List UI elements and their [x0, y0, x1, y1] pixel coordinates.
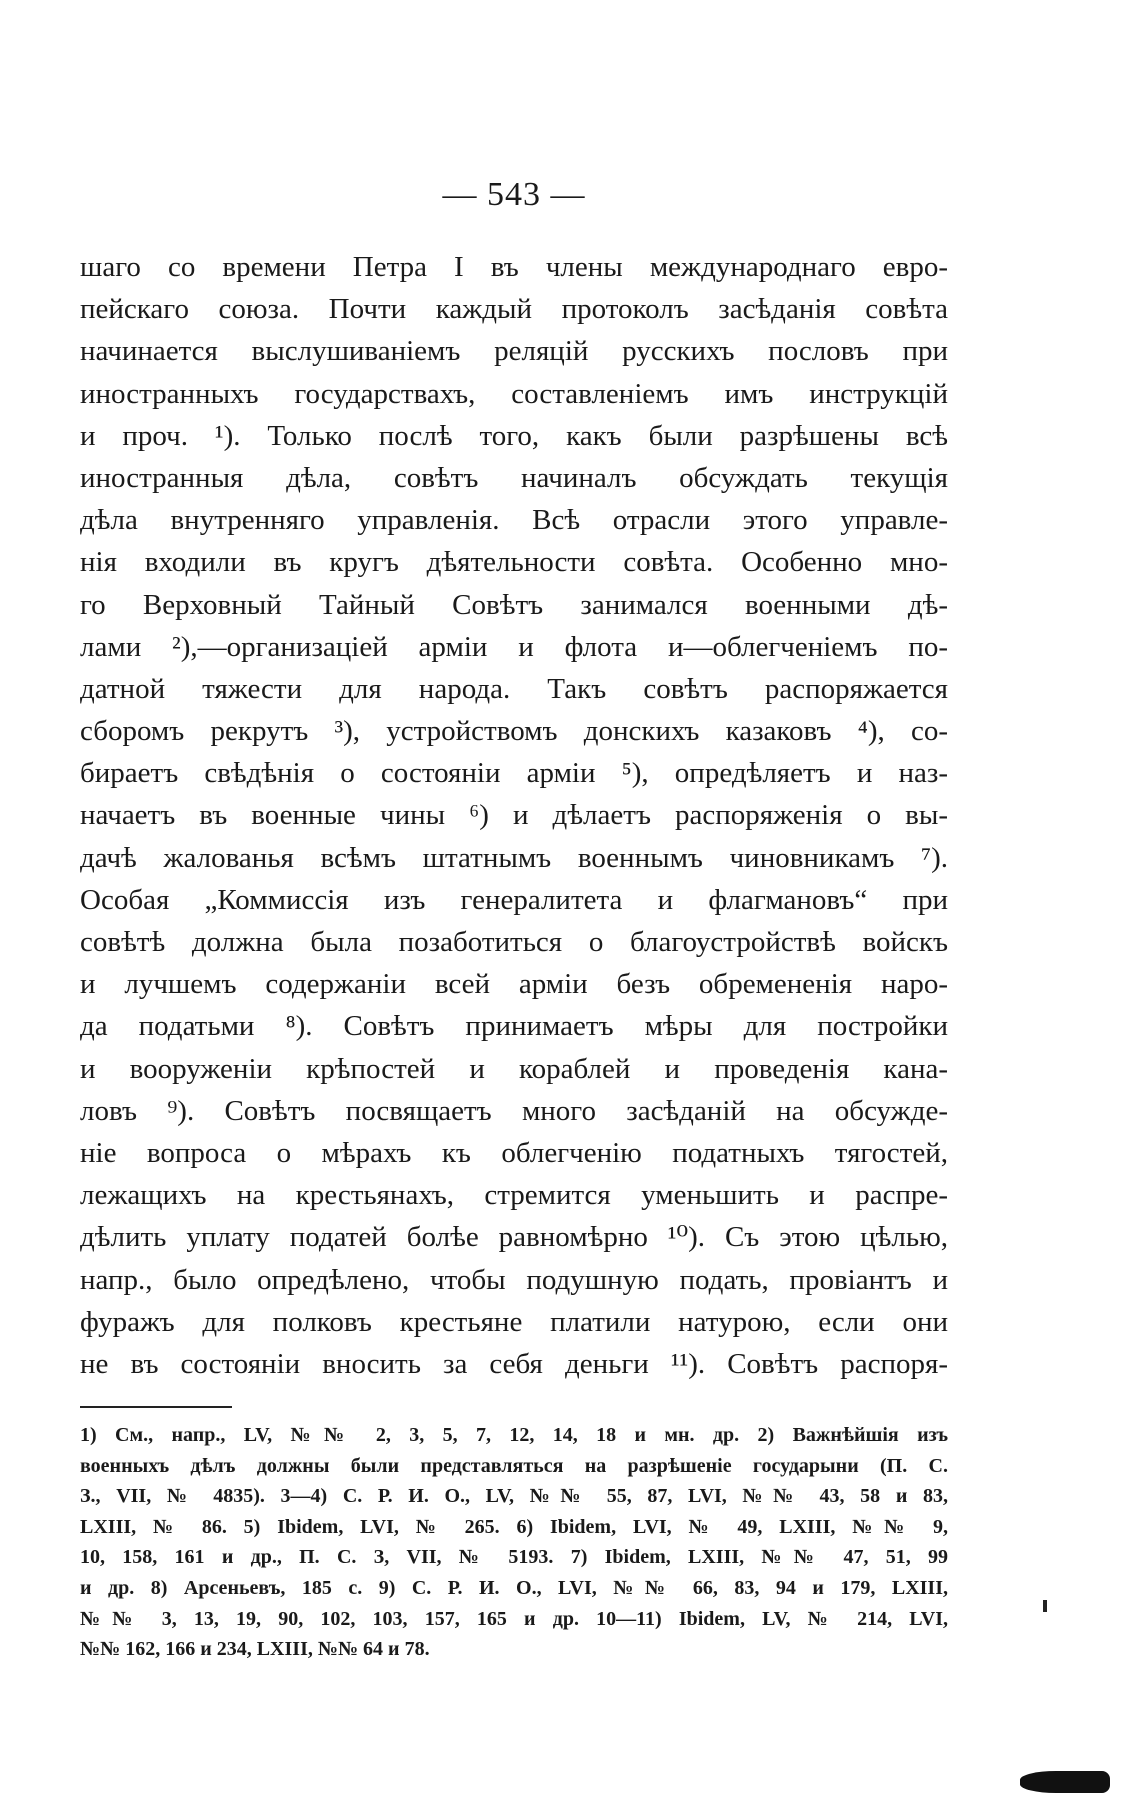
- body-line: датной тяжести для народа. Такъ совѣтъ распоряжается: [80, 672, 948, 705]
- body-line: шаго со времени Петра I въ члены международнаго евро-: [80, 251, 948, 283]
- footnote-line: 1) См., напр., LV, №№ 2, 3, 5, 7, 12, 14, 18 и мн. др. 2) Важнѣйшія изъ: [80, 1424, 948, 1446]
- page-number: — 543 —: [442, 176, 586, 213]
- body-line: го Верховный Тайный Совѣтъ занимался военными дѣ-: [80, 588, 948, 621]
- body-line: лами ²),—организаціей арміи и флота и—облегченіемъ по-: [80, 630, 948, 663]
- footnote-line: №№ 162, 166 и 234, LXIII, №№ 64 и 78.: [80, 1638, 430, 1661]
- body-line: да податьми ⁸). Совѣтъ принимаетъ мѣры для постройки: [80, 1010, 948, 1043]
- body-line: лежащихъ на крестьянахъ, стремится уменьшить и распре-: [80, 1179, 948, 1212]
- body-line: иностранныя дѣла, совѣтъ начиналъ обсуждать текущія: [80, 461, 948, 494]
- body-line: начаетъ въ военные чины ⁶) и дѣлаетъ распоряженія о вы-: [80, 799, 948, 832]
- page-edge-mark: [1020, 1771, 1110, 1793]
- body-line: дѣлить уплату податей болѣе равномѣрно ¹⁰). Съ этою цѣлью,: [80, 1221, 948, 1254]
- body-line: начинается выслушиваніемъ реляцій русскихъ пословъ при: [80, 335, 948, 368]
- body-line: дачѣ жалованья всѣмъ штатнымъ военнымъ чиновникамъ ⁷).: [80, 841, 948, 874]
- footnote-line: военныхъ дѣлъ должны были представляться на разрѣшеніе государыни (П. С.: [80, 1454, 948, 1477]
- body-line: и лучшемъ содержаніи всей арміи безъ обремененія наро-: [80, 968, 948, 1001]
- footnote-line: №№ 3, 13, 19, 90, 102, 103, 157, 165 и др. 10—11) Ibidem, LV, № 214, LVI,: [80, 1607, 948, 1630]
- body-line: иностранныхъ государствахъ, составленіемъ имъ инструкцій: [80, 377, 948, 410]
- body-line: бираетъ свѣдѣнія о состояніи арміи ⁵), опредѣляетъ и наз-: [80, 757, 948, 790]
- body-line: дѣла внутренняго управленія. Всѣ отрасли этого управле-: [80, 504, 948, 537]
- footnote-divider: [80, 1406, 232, 1408]
- footnote-line: LXIII, № 86. 5) Ibidem, LVI, № 265. 6) Ibidem, LVI, № 49, LXIII, №№ 9,: [80, 1515, 948, 1538]
- body-line: Особая „Коммиссія изъ генералитета и флагмановъ“ при: [80, 883, 948, 916]
- body-line: сборомъ рекрутъ ³), устройствомъ донскихъ казаковъ ⁴), со-: [80, 715, 948, 748]
- body-line: не въ состояніи вносить за себя деньги ¹¹). Совѣтъ распоря-: [80, 1347, 948, 1380]
- book-page: [80, 0, 948, 1813]
- body-line: ловъ ⁹). Совѣтъ посвящаетъ много засѣданій на обсужде-: [80, 1094, 948, 1127]
- body-line: и проч. ¹). Только послѣ того, какъ были разрѣшены всѣ: [80, 419, 948, 452]
- body-line: совѣтѣ должна была позаботиться о благоустройствѣ войскъ: [80, 926, 948, 958]
- footnotes: [80, 1420, 948, 1665]
- footnote-line: 10, 158, 161 и др., П. С. З, VII, № 5193. 7) Ibidem, LXIII, №№ 47, 51, 99: [80, 1546, 948, 1569]
- body-line: пейскаго союза. Почти каждый протоколъ засѣданія совѣта: [80, 293, 948, 326]
- footnote-line: и др. 8) Арсеньевъ, 185 с. 9) С. Р. И. О., LVI, №№ 66, 83, 94 и 179, LXIII,: [80, 1576, 948, 1599]
- body-line: напр., было опредѣлено, чтобы подушную подать, провіантъ и: [80, 1263, 948, 1296]
- footnote-line: З., VII, № 4835). 3—4) С. Р. И. О., LV, №№ 55, 87, LVI, №№ 43, 58 и 83,: [80, 1485, 948, 1508]
- body-text: [80, 246, 948, 1385]
- body-line: фуражъ для полковъ крестьяне платили натурою, если они: [80, 1305, 948, 1338]
- body-line: ніе вопроса о мѣрахъ къ облегченію податныхъ тягостей,: [80, 1136, 948, 1169]
- body-line: и вооруженіи крѣпостей и кораблей и проведенія кана-: [80, 1052, 948, 1085]
- margin-mark: [1043, 1600, 1047, 1612]
- body-line: нія входили въ кругъ дѣятельности совѣта. Особенно мно-: [80, 546, 948, 579]
